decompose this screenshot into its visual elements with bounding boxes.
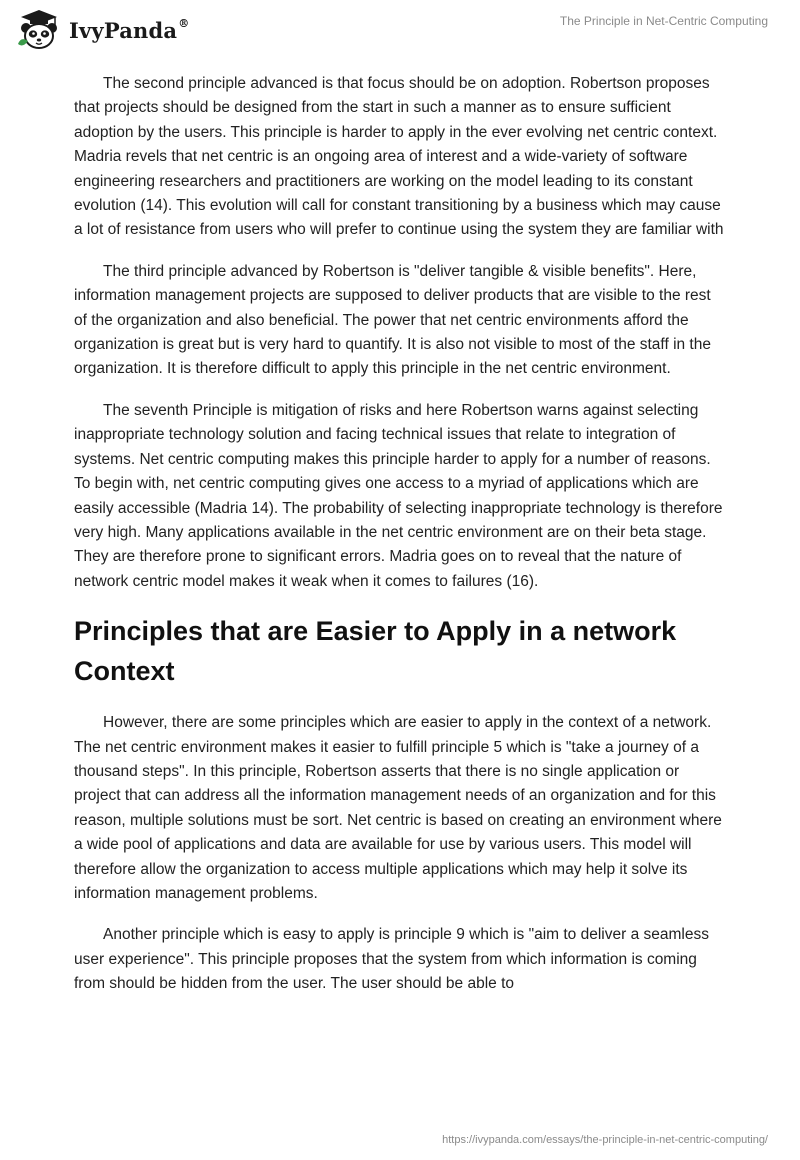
paragraph-visible-benefits: The third principle advanced by Robertson is "deliver tangible & visible benefits". Here, information management projects are supposed to deliver products that are visible to the rest of the organization and also beneficial. The power that net centric environments afford the organization is great but is very hard to quantify. It is also not visible to most of the staff in the organization. It is therefore difficult to apply this principle in the net centric environment. — [74, 262, 711, 378]
paragraph-mitigation-of-risks: The seventh Principle is mitigation of risks and here Robertson warns against selecting inappropriate technology solution and facing technical issues that relate to integration of systems. Net centric computing makes this principle harder to apply for a number of reasons. To begin with, net centric computing gives one access to a myriad of applications which are easily accessible (Madria 14). The probability of selecting inappropriate technology is therefore very high. Many applications available in the net centric environment are on their beta stage. They are therefore prone to significant errors. Madria goes on to reveal that the nature of network centric model makes it weak when it comes to failures (16). — [74, 401, 723, 590]
brand-name: IvyPanda® — [69, 16, 190, 43]
document-title: The Principle in Net-Centric Computing — [559, 14, 768, 28]
paragraph-adoption: The second principle advanced is that focus should be on adoption. Robertson proposes that projects should be designed from the start in such a manner as to ensure sufficient adoption by the users. This principle is harder to apply in the ever evolving net centric context. Madria revels that net centric is an ongoing area of interest and a wide-variety of software engineering researchers and practitioners are working on the model leading to its constant evolution (14). This evolution will call for constant transitioning by a business which may cause a lot of resistance from users who will prefer to continue using the system they are familiar with — [74, 75, 724, 239]
paragraph-seamless-experience: Another principle which is easy to apply is principle 9 which is "aim to deliver a seamless user experience". This principle proposes that the system from which information is coming from should be hidden from the user. The user should be able to — [74, 926, 709, 993]
source-url[interactable]: https://ivypanda.com/essays/the-principle-in-net-centric-computing/ — [442, 1134, 768, 1146]
section-heading: Principles that are Easier to Apply in a network Context — [74, 616, 677, 687]
panda-graduate-icon — [15, 8, 63, 52]
paragraph-journey-thousand-steps: However, there are some principles which are easier to apply in the context of a network. The net centric environment makes it easier to fulfill principle 5 which is "take a journey of a thousand steps". In this principle, Robertson asserts that there is no single application or project that can address all the information management needs of an organization and for this reason, multiple solutions must be sort. Net centric is based on creating an environment where a wide pool of applications and data are available for use by various users. This model will therefore allow the organization to access multiple applications which may help it solve its information management problems. — [74, 714, 722, 902]
essay-body — [74, 72, 726, 1014]
page-header — [0, 0, 800, 60]
ivypanda-logo[interactable] — [15, 8, 189, 52]
